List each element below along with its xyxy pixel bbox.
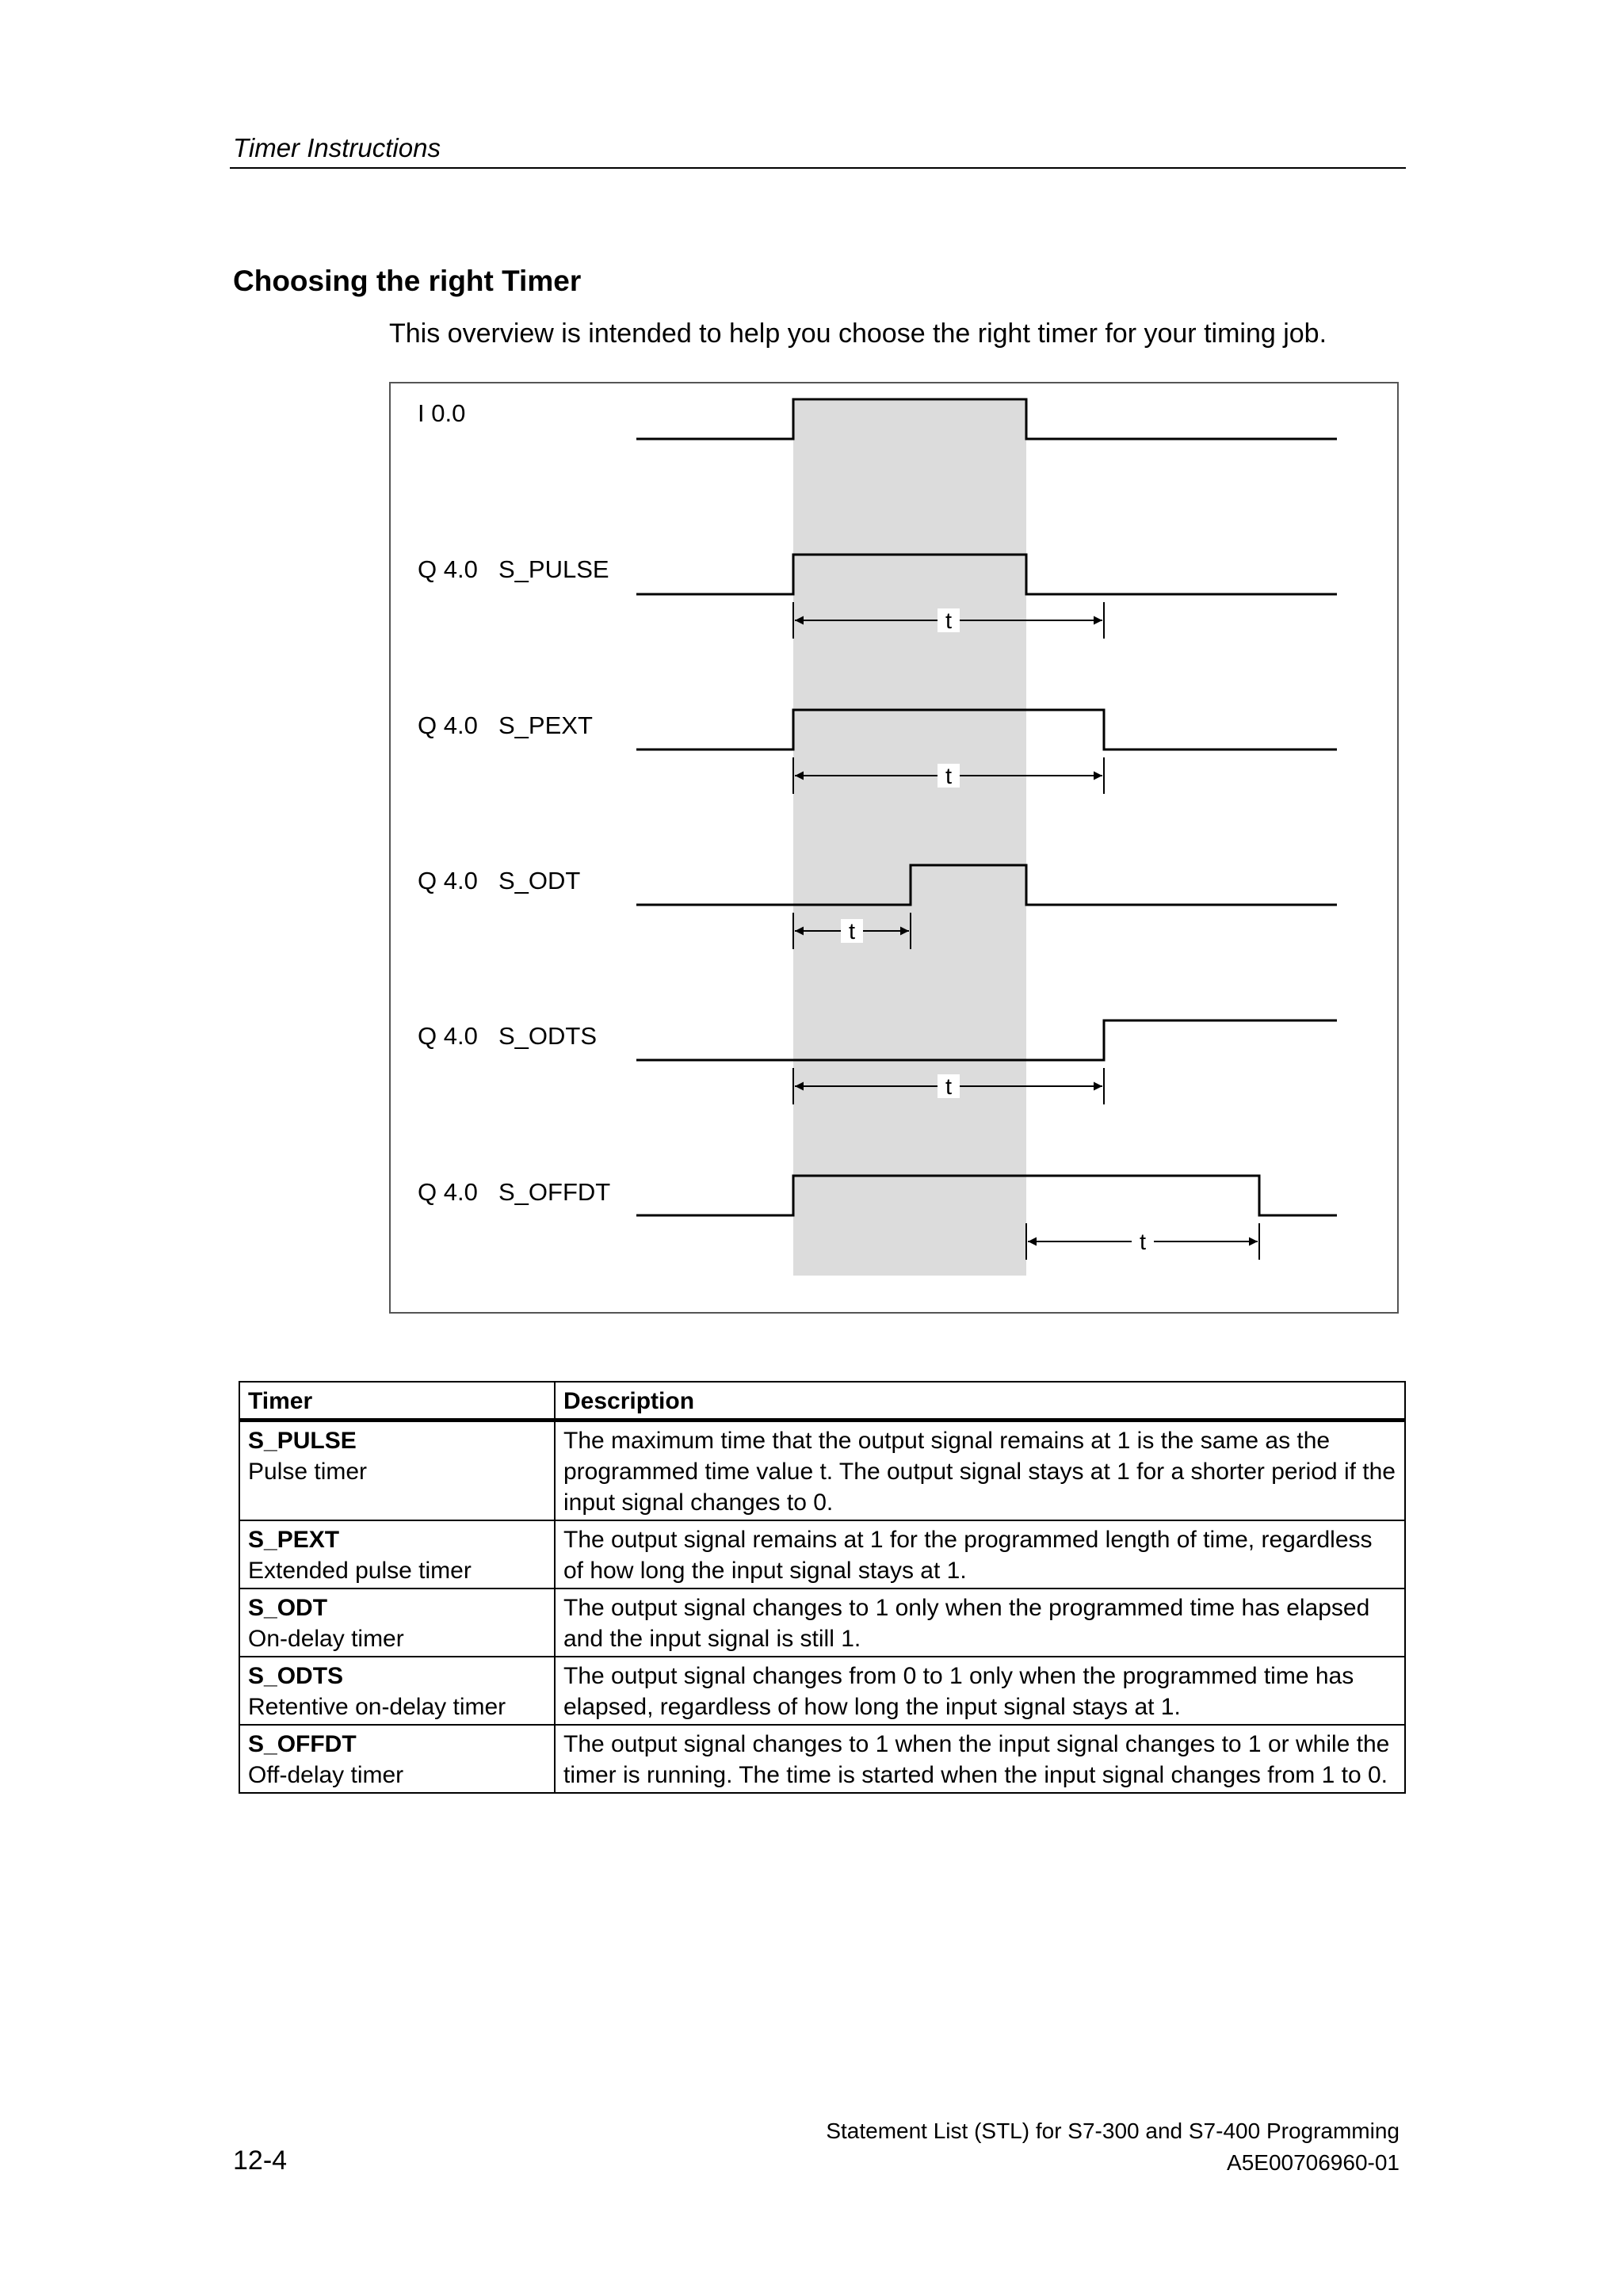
table-row [239, 1657, 1405, 1725]
signal-name-1: S_PULSE [498, 555, 609, 583]
timer-name: S_PULSE [248, 1428, 357, 1454]
time-label: t [945, 1074, 953, 1100]
signal-name-3: S_ODT [498, 867, 581, 894]
timer-kind: Pulse timer [248, 1459, 368, 1485]
timer-description: The output signal remains at 1 for the programmed length of time, regardless of how long the input signal stays at 1. [555, 1520, 1405, 1589]
timer-cell [239, 1520, 555, 1589]
timer-cell [239, 1421, 555, 1521]
time-label: t [848, 919, 856, 944]
timer-name: S_PEXT [248, 1527, 340, 1553]
column-header-description: Description [555, 1382, 1405, 1421]
signal-address-1: Q 4.0 [418, 555, 478, 583]
timer-cell [239, 1725, 555, 1793]
timer-name: S_OFFDT [248, 1731, 357, 1757]
signal-address-3: Q 4.0 [418, 867, 478, 894]
section-heading: Choosing the right Timer [233, 265, 582, 297]
signal-address-4: Q 4.0 [418, 1022, 478, 1050]
timer-kind: Off-delay timer [248, 1762, 404, 1788]
timing-diagram-svg [391, 383, 1400, 1315]
time-label: t [945, 608, 953, 634]
input-active-shade [793, 401, 1026, 1276]
table-row [239, 1421, 1405, 1521]
timer-cell [239, 1657, 555, 1725]
table-row [239, 1520, 1405, 1589]
signal-address-0: I 0.0 [418, 399, 466, 427]
table-header-row [239, 1382, 1405, 1421]
time-label: t [1139, 1230, 1147, 1255]
timing-diagram [389, 382, 1399, 1314]
column-header-timer: Timer [239, 1382, 555, 1421]
table-row [239, 1725, 1405, 1793]
time-span-s-offdt [1026, 1223, 1259, 1260]
time-label: t [945, 764, 953, 789]
timer-kind: On-delay timer [248, 1626, 404, 1652]
signal-name-4: S_ODTS [498, 1022, 598, 1050]
timer-kind: Extended pulse timer [248, 1558, 472, 1584]
timer-kind: Retentive on-delay timer [248, 1694, 506, 1720]
timer-description: The output signal changes to 1 only when the programmed time has elapsed and the input signal is still 1. [555, 1589, 1405, 1657]
signal-name-2: S_PEXT [498, 711, 593, 739]
timer-description: The output signal changes to 1 when the input signal changes to 1 or while the timer is running. The time is started when the input signal changes from 1 to 0. [555, 1725, 1405, 1793]
timer-cell [239, 1589, 555, 1657]
intro-paragraph: This overview is intended to help you choose the right timer for your timing job. [389, 318, 1327, 349]
timer-description: The output signal changes from 0 to 1 only when the programmed time has elapsed, regardless of how long the input signal stays at 1. [555, 1657, 1405, 1725]
timer-table [239, 1381, 1406, 1794]
page-number: 12-4 [233, 2145, 288, 2176]
table-row [239, 1589, 1405, 1657]
signal-address-2: Q 4.0 [418, 711, 478, 739]
timer-name: S_ODT [248, 1595, 328, 1621]
footer-document-info [826, 2115, 1400, 2179]
signal-name-5: S_OFFDT [498, 1178, 611, 1206]
running-header: Timer Instructions [233, 133, 441, 162]
timer-name: S_ODTS [248, 1663, 344, 1689]
timer-description: The maximum time that the output signal remains at 1 is the same as the programmed time value t. The output signal stays at 1 for a shorter period if the input signal changes to 0. [555, 1421, 1405, 1521]
header-rule [230, 167, 1406, 169]
footer-doc-id: A5E00706960-01 [1227, 2150, 1400, 2175]
signal-address-5: Q 4.0 [418, 1178, 478, 1206]
footer-doc-title: Statement List (STL) for S7-300 and S7-400 Programming [826, 2119, 1400, 2143]
